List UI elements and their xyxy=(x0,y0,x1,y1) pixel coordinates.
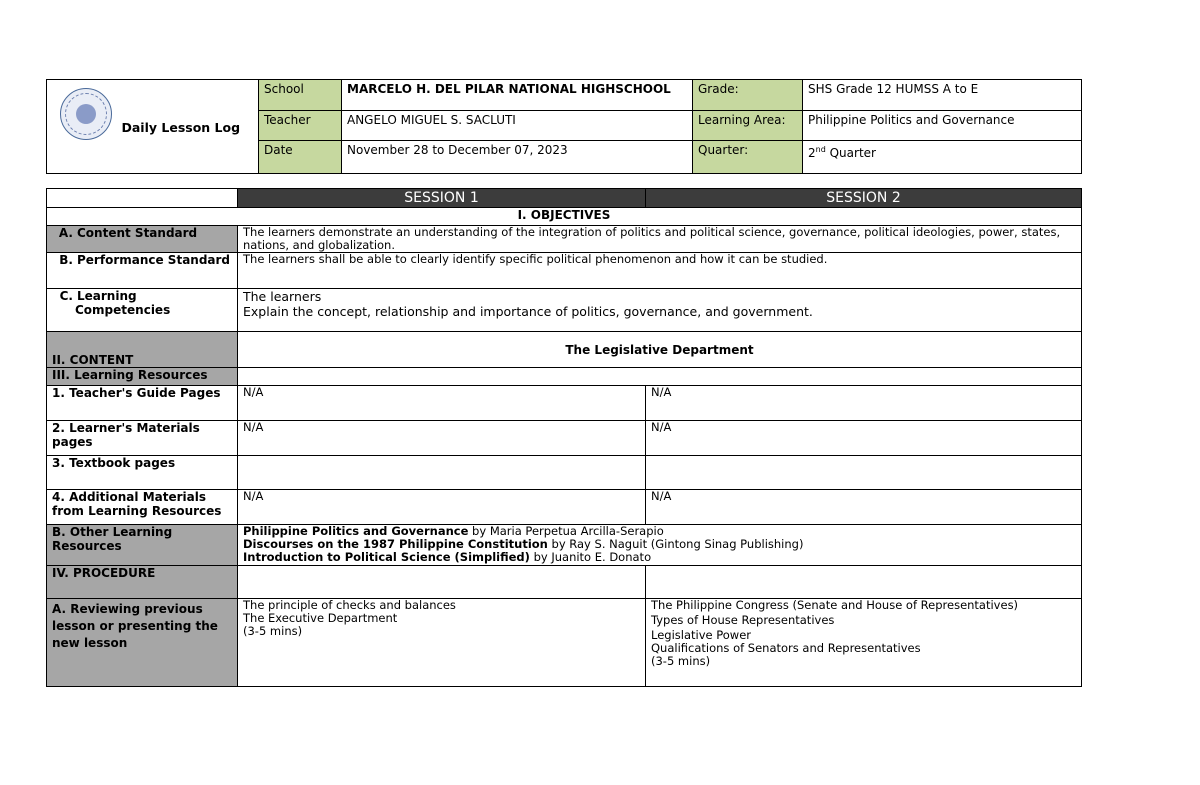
date-label: Date xyxy=(259,141,342,174)
teacher-value: ANGELO MIGUEL S. SACLUTI xyxy=(342,111,693,141)
learners-materials-label: 2. Learner's Materials pages xyxy=(47,421,238,456)
content-value: The Legislative Department xyxy=(238,332,1082,368)
objectives-heading: I. OBJECTIVES xyxy=(47,208,1082,226)
other-resources-label: B. Other Learning Resources xyxy=(47,525,238,566)
learning-area-label: Learning Area: xyxy=(693,111,803,141)
learning-area-value: Philippine Politics and Governance xyxy=(803,111,1082,141)
teacher-label: Teacher xyxy=(259,111,342,141)
grade-label: Grade: xyxy=(693,80,803,111)
quarter-value: 2nd Quarter xyxy=(803,141,1082,174)
additional-materials-s2: N/A xyxy=(646,490,1082,525)
textbook-s1 xyxy=(238,456,646,490)
content-standard-text: The learners demonstrate an understanding of the integration of politics and political science, governance, political ideologies, power, states, nations, and globalization. xyxy=(238,226,1082,253)
deped-seal-icon xyxy=(60,88,112,140)
additional-materials-s1: N/A xyxy=(238,490,646,525)
learning-resources-label: III. Learning Resources xyxy=(47,368,238,386)
learning-resources-blank xyxy=(238,368,1082,386)
textbook-s2 xyxy=(646,456,1082,490)
resource-item: Philippine Politics and Governance by Maria Perpetua Arcilla-Serapio xyxy=(243,524,664,538)
reviewing-lesson-s2: The Philippine Congress (Senate and House of Representatives) Types of House Representatives Legislative Power Qualifications of Senators and Representatives (3-5 mins) xyxy=(646,599,1082,687)
teachers-guide-s1: N/A xyxy=(238,386,646,421)
blank-corner-cell xyxy=(47,189,238,208)
header-table xyxy=(46,79,1082,174)
document-title: Daily Lesson Log xyxy=(117,80,259,174)
reviewing-lesson-label: A. Reviewing previous lesson or presenting the new lesson xyxy=(47,599,238,687)
procedure-s2-blank xyxy=(646,566,1082,599)
logo-cell xyxy=(47,80,117,174)
learning-competencies-label: C. Learning Competencies xyxy=(47,289,238,332)
learners-materials-s2: N/A xyxy=(646,421,1082,456)
learners-materials-s1: N/A xyxy=(238,421,646,456)
performance-standard-label: B. Performance Standard xyxy=(47,253,238,289)
procedure-s1-blank xyxy=(238,566,646,599)
session-1-header: SESSION 1 xyxy=(238,189,646,208)
other-resources-list xyxy=(238,525,1082,566)
content-standard-label: A. Content Standard xyxy=(47,226,238,253)
content-label: II. CONTENT xyxy=(47,332,238,368)
performance-standard-text: The learners shall be able to clearly identify specific political phenomenon and how it can be studied. xyxy=(238,253,1082,289)
procedure-label: IV. PROCEDURE xyxy=(47,566,238,599)
teachers-guide-s2: N/A xyxy=(646,386,1082,421)
teachers-guide-label: 1. Teacher's Guide Pages xyxy=(47,386,238,421)
session-2-header: SESSION 2 xyxy=(646,189,1082,208)
additional-materials-label: 4. Additional Materials from Learning Resources xyxy=(47,490,238,525)
resource-item: Discourses on the 1987 Philippine Constitution by Ray S. Naguit (Gintong Sinag Publishing) xyxy=(243,537,804,551)
textbook-label: 3. Textbook pages xyxy=(47,456,238,490)
school-value: MARCELO H. DEL PILAR NATIONAL HIGHSCHOOL xyxy=(342,80,693,111)
lesson-log-table xyxy=(46,188,1082,687)
reviewing-lesson-s1: The principle of checks and balances The Executive Department (3-5 mins) xyxy=(238,599,646,687)
learning-competencies-text: The learners Explain the concept, relationship and importance of politics, governance, and government. xyxy=(238,289,1082,332)
quarter-label: Quarter: xyxy=(693,141,803,174)
resource-item: Introduction to Political Science (Simplified) by Juanito E. Donato xyxy=(243,550,652,564)
school-label: School xyxy=(259,80,342,111)
date-value: November 28 to December 07, 2023 xyxy=(342,141,693,174)
grade-value: SHS Grade 12 HUMSS A to E xyxy=(803,80,1082,111)
